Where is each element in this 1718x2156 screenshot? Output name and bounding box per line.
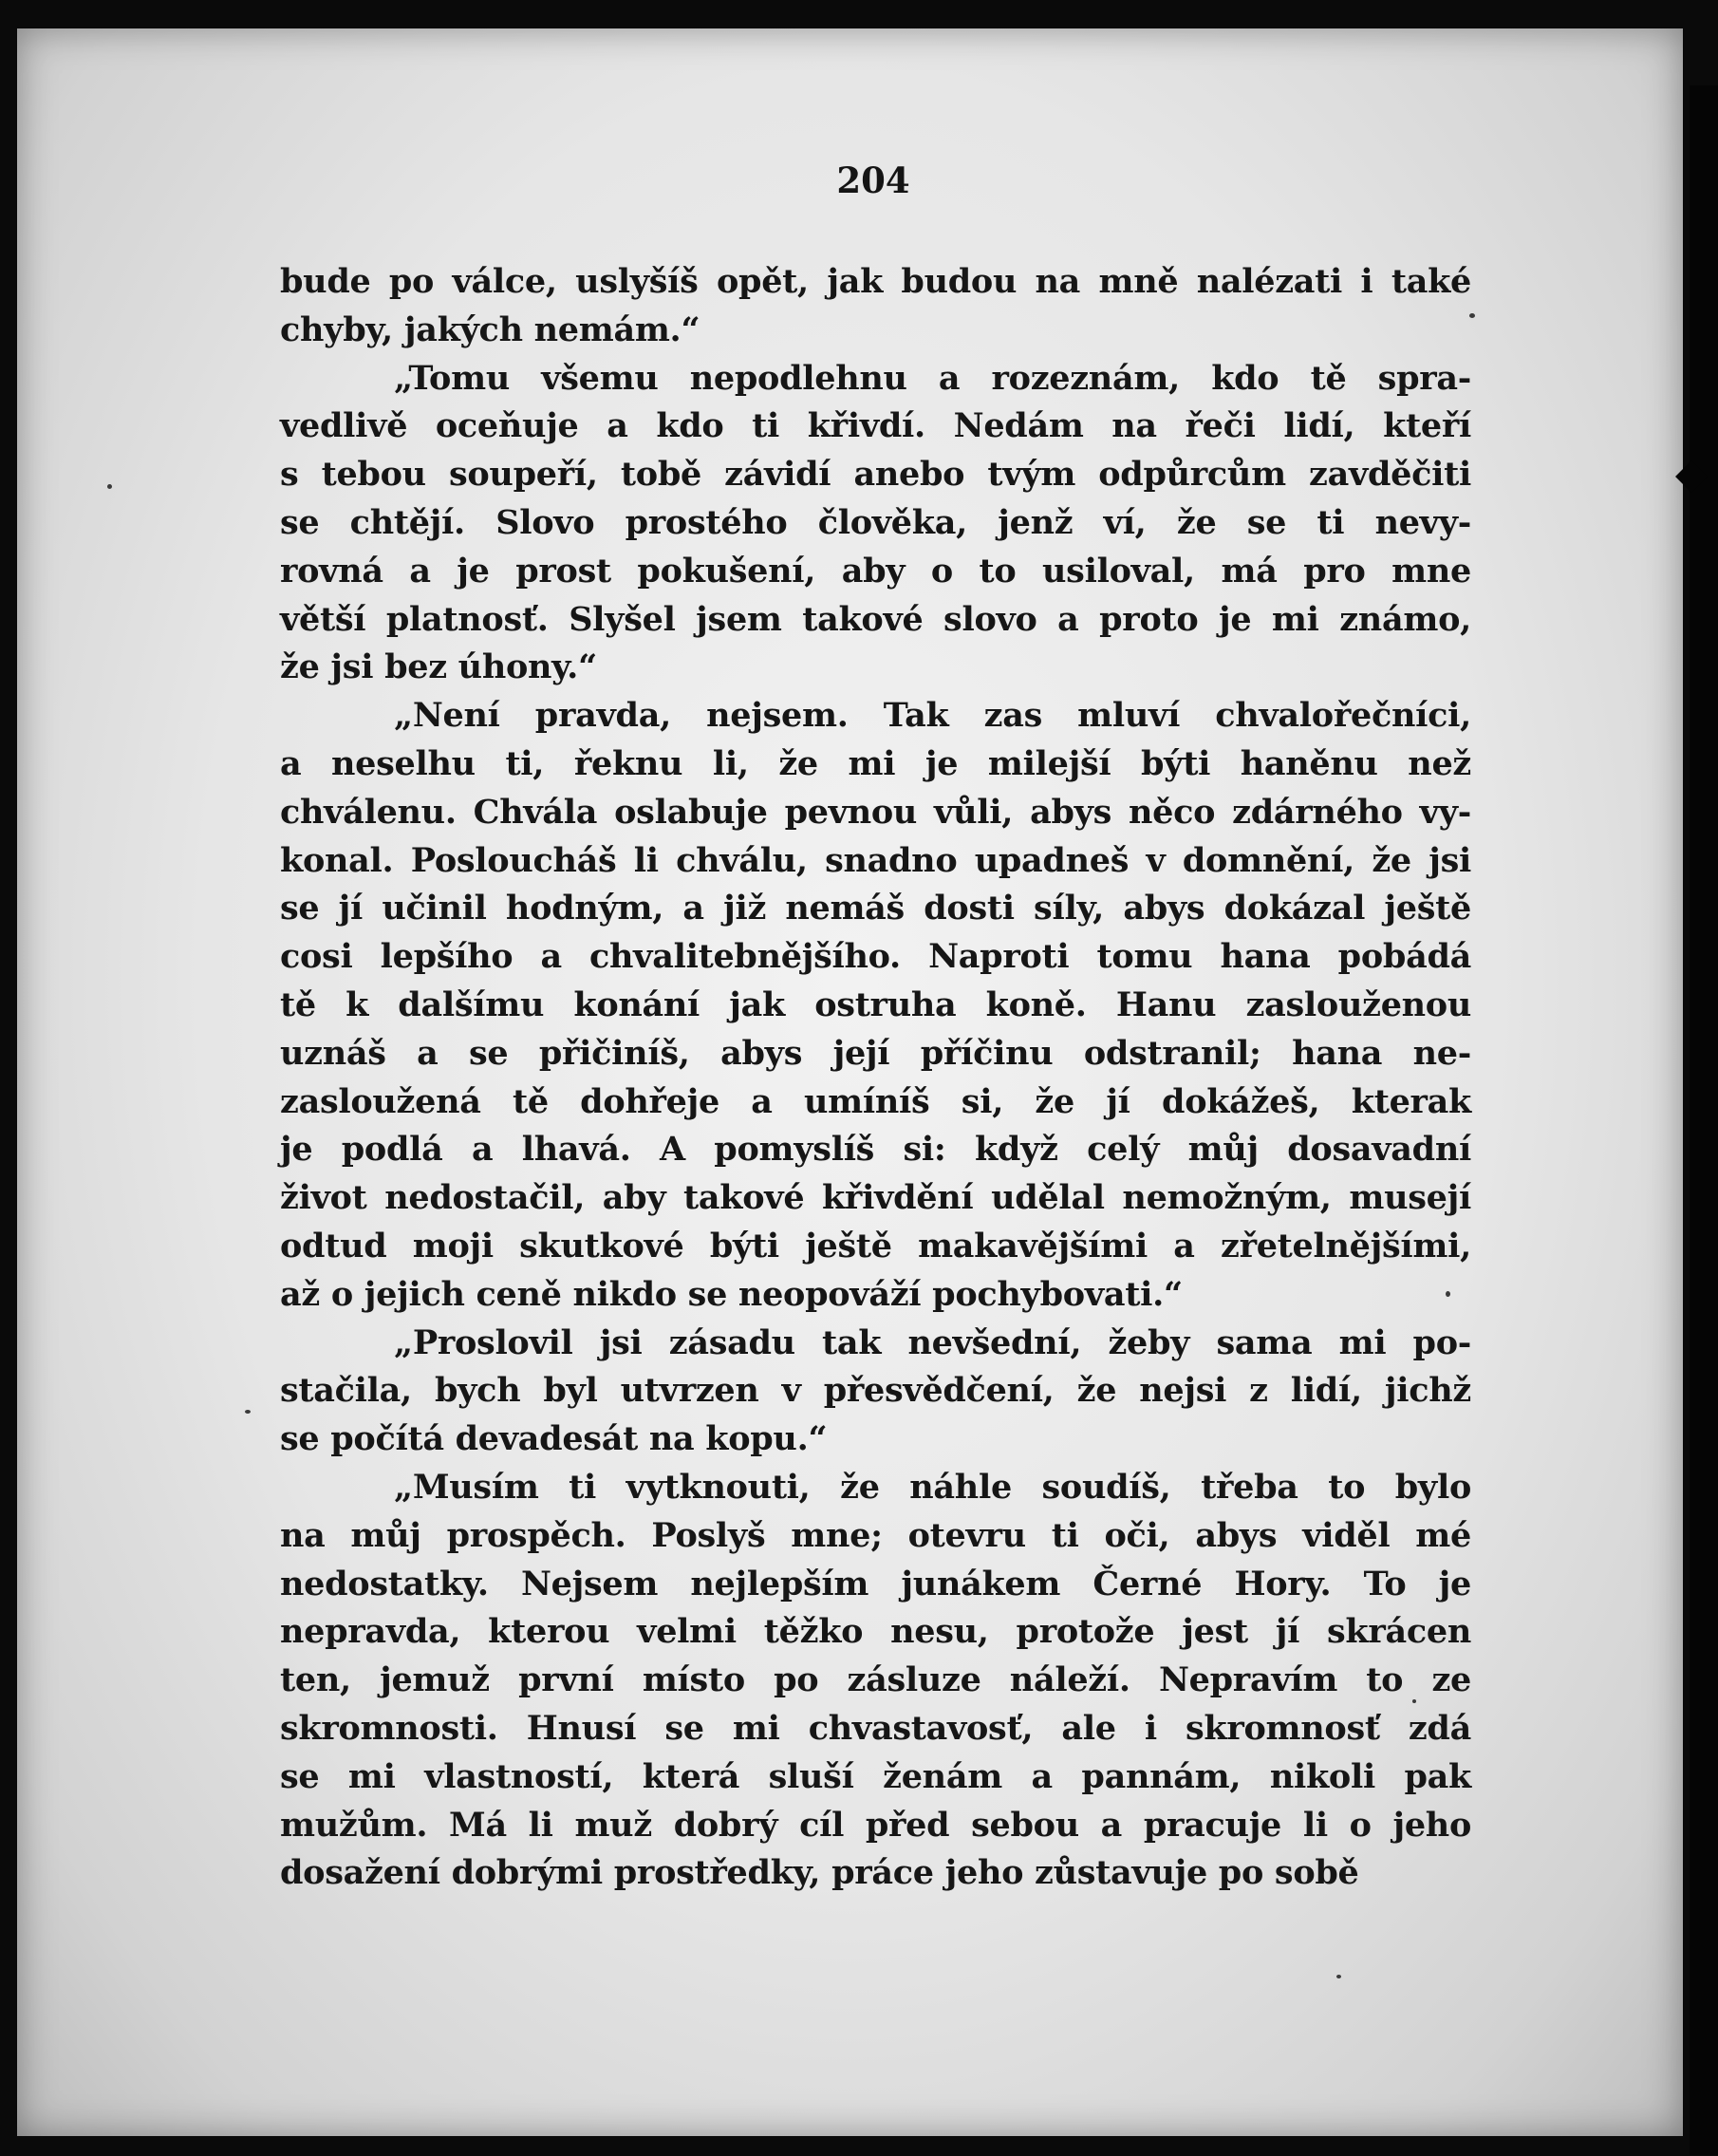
text-line: odtud moji skutkové býti ještě makavějšími a zřetelnějšími, xyxy=(280,1226,1471,1265)
text-line: chyby, jakých nemám.“ xyxy=(280,309,700,349)
paper-speck xyxy=(107,484,112,489)
text-line: vedlivě oceňuje a kdo ti křivdí. Nedám na řeči lidí, kteří xyxy=(280,406,1471,446)
text-line: stačila, bych byl utvrzen v přesvědčení, že nejsi z lidí, jichž xyxy=(280,1371,1471,1411)
text-line: se jí učinil hodným, a již nemáš dosti síly, abys dokázal ještě xyxy=(280,889,1471,928)
text-line: uznáš a se přičiníš, abys její příčinu odstranil; hana ne- xyxy=(280,1033,1471,1073)
page-number: 204 xyxy=(836,159,910,201)
paper-speck xyxy=(1336,1975,1341,1978)
text-line: bude po válce, uslyšíš opět, jak budou na mně nalézati i také xyxy=(280,262,1471,301)
text-line: dosažení dobrými prostředky, práce jeho zůstavuje po sobě xyxy=(280,1853,1359,1893)
text-line: ten, jemuž první místo po zásluze náleží. Nepravím to ze xyxy=(280,1660,1471,1700)
text-line: že jsi bez úhony.“ xyxy=(280,647,597,687)
text-line: „Tomu všemu nepodlehnu a rozeznám, kdo tě spra- xyxy=(394,358,1471,398)
text-line: větší platnosť. Slyšel jsem takové slovo a proto je mi známo, xyxy=(280,599,1471,639)
text-line: se počítá devadesát na kopu.“ xyxy=(280,1419,828,1459)
text-line: s tebou soupeří, tobě závidí anebo tvým odpůrcům zavděčiti xyxy=(280,455,1471,495)
text-line: „Není pravda, nejsem. Tak zas mluví chvalořečníci, xyxy=(394,696,1471,736)
text-line: skromnosti. Hnusí se mi chvastavosť, ale i skromnosť zdá xyxy=(280,1708,1471,1748)
text-line: cosi lepšího a chvalitebnějšího. Naproti tomu hana pobádá xyxy=(280,937,1471,977)
text-line: „Musím ti vytknouti, že náhle soudíš, třeba to bylo xyxy=(394,1467,1471,1507)
text-line: nepravda, kterou velmi těžko nesu, protože jest jí skrácen xyxy=(280,1612,1471,1652)
text-line: chválenu. Chvála oslabuje pevnou vůli, abys něco zdárného vy- xyxy=(280,792,1471,832)
text-line: je podlá a lhavá. A pomyslíš si: když celý můj dosavadní xyxy=(280,1130,1471,1170)
text-line: na můj prospěch. Poslyš mne; otevru ti oči, abys viděl mé xyxy=(280,1515,1471,1555)
text-line: se chtějí. Slovo prostého člověka, jenž ví, že se ti nevy- xyxy=(280,502,1471,542)
text-line: život nedostačil, aby takové křivdění udělal nemožným, musejí xyxy=(280,1178,1471,1218)
text-line: tě k dalšímu konání jak ostruha koně. Hanu zaslouženou xyxy=(280,984,1471,1024)
paper-speck xyxy=(245,1410,251,1414)
body-text xyxy=(280,258,1471,1898)
text-line: zasloužená tě dohřeje a umíníš si, že jí dokážeš, kterak xyxy=(280,1081,1471,1121)
text-line: až o jejich ceně nikdo se neopováží pochybovati.“ xyxy=(280,1274,1183,1314)
text-line: mužům. Má li muž dobrý cíl před sebou a pracuje li o jeho xyxy=(280,1805,1471,1845)
text-line: konal. Posloucháš li chválu, snadno upadneš v domnění, že jsi xyxy=(280,840,1471,880)
text-line: a neselhu ti, řeknu li, že mi je milejší býti haněnu než xyxy=(280,743,1471,783)
book-binding-edge xyxy=(1690,85,1718,2155)
text-line: se mi vlastností, která sluší ženám a pannám, nikoli pak xyxy=(280,1756,1471,1796)
text-line: rovná a je prost pokušení, aby o to usiloval, má pro mne xyxy=(280,551,1471,591)
text-line: „Proslovil jsi zásadu tak nevšední, žeby sama mi po- xyxy=(394,1322,1471,1362)
text-line: nedostatky. Nejsem nejlepším junákem Černé Hory. To je xyxy=(280,1564,1471,1603)
